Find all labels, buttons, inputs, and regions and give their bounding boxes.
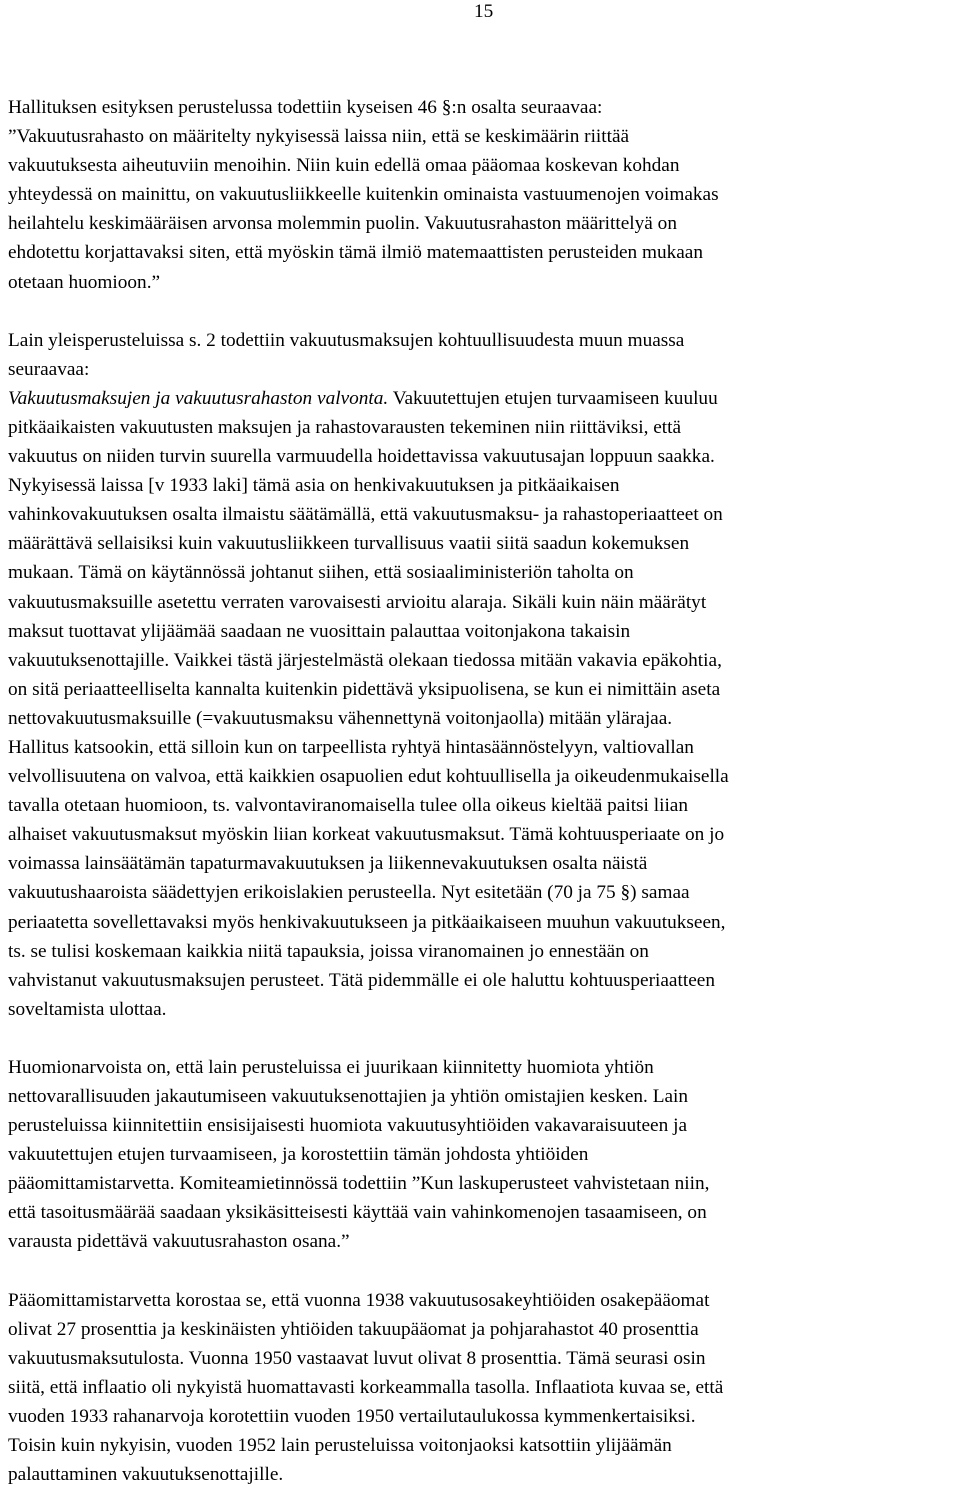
text-line: vakuutuksesta aiheutuviin menoihin. Niin kuin edellä omaa pääomaa koskevan kohdan	[8, 155, 680, 177]
text-line: on sitä periaatteelliselta kannalta kuitenkin pidettävä yksipuolisena, se kun ei nimittäin aseta	[8, 678, 721, 700]
page-number: 15	[474, 1, 494, 22]
paragraph-3	[8, 1053, 958, 1257]
text-line: pääomittamistarvetta. Komiteamietinnössä todettiin ”Kun laskuperusteet vahvistetaan niin,	[8, 1173, 710, 1195]
text-line: vakuutuksenottajille. Vaikkei tästä järjestelmästä olekaan tiedossa mitään vakavia epäkohtia,	[8, 649, 722, 671]
text-line: varausta pidettävä vakuutusrahaston osana.”	[8, 1231, 350, 1253]
text-line: ”Vakuutusrahasto on määritelty nykyisessä laissa niin, että se keskimäärin riittää	[8, 126, 630, 148]
text-line: siitä, että inflaatio oli nykyistä huomattavasti korkeammalla tasolla. Inflaatiota kuvaa se, että	[8, 1376, 724, 1398]
text-line: määrättävä sellaisiksi kuin vakuutusliikkeen turvallisuus vaatii siitä saadun kokemuksen	[8, 533, 690, 555]
text-line: palauttaminen vakuutuksenottajille.	[8, 1464, 284, 1486]
paragraph-4	[8, 1286, 958, 1490]
text-line: ehdotettu korjattavaksi siten, että myöskin tämä ilmiö matemaattisten perusteiden mukaan	[8, 242, 704, 264]
text-line: otetaan huomioon.”	[8, 271, 161, 293]
text-line: soveltamista ulottaa.	[8, 998, 167, 1020]
text-line: velvollisuutena on valvoa, että kaikkien osapuolien edut kohtuullisella ja oikeudenmukaisella	[8, 766, 729, 788]
text-line: periaatetta sovellettavaksi myös henkivakuutukseen ja pitkäaikaiseen muuhun vakuutukseen,	[8, 911, 726, 933]
italic-heading: Vakuutusmaksujen ja vakuutusrahaston valvonta.	[8, 387, 389, 409]
text-line: olivat 27 prosenttia ja keskinäisten yhtiöiden takuupääomat ja pohjarahastot 40 prosenttia	[8, 1318, 699, 1340]
text-line: tavalla otetaan huomioon, ts. valvontaviranomaisella tulee olla oikeus kieltää paitsi liian	[8, 795, 689, 817]
text-line: Toisin kuin nykyisin, vuoden 1952 lain perusteluissa voitonjaoksi katsottiin ylijäämän	[8, 1435, 672, 1457]
paragraph-gap	[8, 297, 958, 326]
text-line: alhaiset vakuutusmaksut myöskin liian korkeat vakuutusmaksut. Tämä kohtuusperiaate on jo	[8, 824, 725, 846]
text-line: Hallitus katsookin, että silloin kun on tarpeellista ryhtyä hintasäännöstelyyn, valtiovallan	[8, 736, 694, 758]
text-line: seuraavaa:	[8, 358, 90, 380]
heading-continuation: Vakuutettujen etujen turvaamiseen kuuluu	[388, 387, 718, 409]
text-line: Huomionarvoista on, että lain perusteluissa ei juurikaan kiinnitetty huomiota yhtiön	[8, 1056, 654, 1078]
text-line: vahinkovakuutuksen osalta ilmaistu säätämällä, että vakuutusmaksu- ja rahastoperiaatteet on	[8, 504, 723, 526]
text-line: vahvistanut vakuutusmaksujen perusteet. Tätä pidemmälle ei ole haluttu kohtuusperiaatteen	[8, 969, 715, 991]
text-line	[8, 384, 958, 413]
text-line: vuoden 1933 rahanarvoja korotettiin vuoden 1950 vertailutaulukossa kymmenkertaisiksi.	[8, 1405, 696, 1427]
text-line: Lain yleisperusteluissa s. 2 todettiin vakuutusmaksujen kohtuullisuudesta muun muassa	[8, 329, 685, 351]
text-line: nettovarallisuuden jakautumiseen vakuutuksenottajien ja yhtiön omistajien kesken. Lain	[8, 1086, 689, 1107]
text-line: pitkäaikaisten vakuutusten maksujen ja rahastovarausten tekeminen niin riittäviksi, että	[8, 416, 682, 438]
text-line: heilahtelu keskimääräisen arvonsa molemmin puolin. Vakuutusrahaston määrittelyä on	[8, 213, 677, 235]
paragraph-2	[8, 326, 958, 1024]
text-line: Pääomittamistarvetta korostaa se, että vuonna 1938 vakuutusosakeyhtiöiden osakepääomat	[8, 1289, 710, 1311]
document-body	[8, 93, 958, 1489]
text-line: nettovakuutusmaksuille (=vakuutusmaksu vähennettynä voitonjaolla) mitään ylärajaa.	[8, 707, 673, 729]
text-line: ts. se tulisi koskemaan kaikkia niitä tapauksia, joissa viranomainen jo ennestään on	[8, 940, 649, 962]
text-line: vakuutusmaksutulosta. Vuonna 1950 vastaavat luvut olivat 8 prosenttia. Tämä seurasi osin	[8, 1347, 706, 1369]
text-line: Nykyisessä laissa [v 1933 laki] tämä asia on henkivakuutuksen ja pitkäaikaisen	[8, 475, 620, 497]
paragraph-1	[8, 93, 958, 297]
text-line: voimassa lainsäätämän tapaturmavakuutuksen ja liikennevakuutuksen osalta näistä	[8, 853, 648, 875]
text-line: vakuutus on niiden turvin suurella varmuudella hoidettavissa vakuutusajan loppuun saakka.	[8, 446, 715, 468]
text-line: perusteluissa kiinnitettiin ensisijaisesti huomiota vakuutusyhtiöiden vakavaraisuuteen ja	[8, 1115, 687, 1137]
text-line: että tasoitusmäärää saadaan yksikäsitteisesti käyttää vain vahinkomenojen tasaamiseen, on	[8, 1202, 707, 1224]
text-line: mukaan. Tämä on käytännössä johtanut siihen, että sosiaaliministeriön taholta on	[8, 562, 634, 584]
paragraph-gap	[8, 1257, 958, 1286]
text-line: vakuutusmaksuille asetettu verraten varovaisesti arvioitu alaraja. Sikäli kuin näin määrätyt	[8, 591, 707, 613]
text-line: vakuutettujen etujen turvaamiseen, ja korostettiin tämän johdosta yhtiöiden	[8, 1144, 589, 1166]
text-line: Hallituksen esityksen perustelussa todettiin kyseisen 46 §:n osalta seuraavaa:	[8, 97, 603, 118]
text-line: yhteydessä on mainittu, on vakuutusliikkeelle kuitenkin ominaista vastuumenojen voimakas	[8, 184, 719, 206]
paragraph-gap	[8, 1024, 958, 1053]
text-line: vakuutushaaroista säädettyjen erikoislakien perusteella. Nyt esitetään (70 ja 75 §) samaa	[8, 882, 690, 904]
text-line: maksut tuottavat ylijäämää saadaan ne vuosittain palauttaa voitonjakona takaisin	[8, 620, 631, 642]
